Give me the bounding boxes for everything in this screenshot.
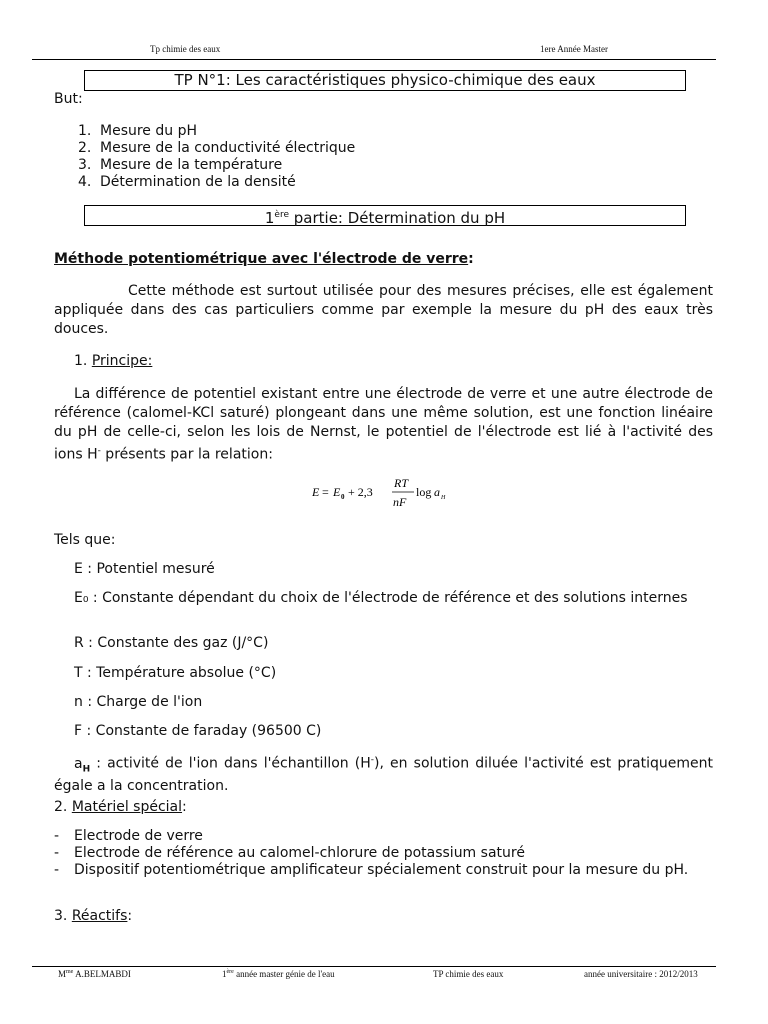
method-heading: Méthode potentiométrique avec l'électrode de verre:	[54, 251, 474, 267]
header-rule	[32, 59, 716, 60]
page-title: TP N°1: Les caractéristiques physico-chimique des eaux	[84, 70, 686, 91]
footer-course: TP chimie des eaux	[433, 969, 504, 979]
svg-text:RT: RT	[394, 476, 409, 490]
principe-paragraph: La différence de potentiel existant entre une électrode de verre et une autre électrode de référence (calomel-KCl saturé) plongeant dans une même solution, est une fonction linéaire du pH de celle-ci, selon les lois de Nernst, le potentiel de l'électrode est lié à l'activité des ions H- présents par la relation:	[54, 386, 713, 463]
reactifs-heading: 3. Réactifs:	[54, 908, 133, 924]
definition-e: E : Potentiel mesuré	[74, 561, 215, 577]
list-item: 1. Mesure du pH	[78, 123, 197, 139]
principe-heading: 1. Principe:	[74, 353, 153, 369]
materiel-list	[54, 828, 713, 879]
definition-f: F : Constante de faraday (96500 C)	[74, 723, 322, 739]
definition-n: n : Charge de l'ion	[74, 694, 203, 710]
list-item: 2. Mesure de la conductivité électrique	[78, 140, 356, 156]
list-item: 3. Mesure de la température	[78, 157, 283, 173]
but-label: But:	[54, 91, 83, 107]
svg-text:=: =	[322, 485, 329, 499]
definition-e0: E₀ : Constante dépendant du choix de l'électrode de référence et des solutions internes	[74, 590, 688, 606]
svg-text:log: log	[416, 485, 432, 499]
nernst-formula	[312, 476, 462, 510]
intro-paragraph: Cette méthode est surtout utilisée pour des mesures précises, elle est également appliquée dans des cas particuliers comme par exemple la mesure du pH des eaux très douces.	[54, 283, 713, 337]
svg-text:0: 0	[341, 493, 345, 501]
list-item: - Electrode de verre	[54, 828, 203, 844]
svg-text:E: E	[333, 485, 341, 499]
footer-year: année universitaire : 2012/2013	[584, 969, 698, 979]
list-item: 4. Détermination de la densité	[78, 174, 296, 190]
footer-author: $M^{me}$ A.BELMABDI	[58, 969, 131, 979]
footer-level: 1ère année master génie de l'eau	[222, 969, 335, 979]
but-list	[78, 123, 355, 191]
footer-rule	[32, 966, 716, 967]
list-item: - Dispositif potentiométrique amplificateur spécialement construit pour la mesure du pH.	[54, 862, 689, 878]
definition-r: R : Constante des gaz (J/°C)	[74, 635, 269, 651]
svg-text:+ 2,3: + 2,3	[348, 485, 373, 499]
header-right: 1ere Année Master	[540, 44, 608, 54]
header-left: Tp chimie des eaux	[150, 44, 221, 54]
materiel-heading: 2. Matériel spécial:	[54, 799, 187, 815]
svg-text:a: a	[434, 485, 440, 499]
svg-text:H: H	[441, 495, 446, 501]
svg-text:nF: nF	[393, 495, 407, 509]
definition-t: T : Température absolue (°C)	[74, 665, 277, 681]
definition-ah: $a_H$ : activité de l'ion dans l'échantillon (H-), en solution diluée l'activité est pratiquement égale a la concentration.	[54, 755, 713, 795]
part-title: 1ère partie: Détermination du pH	[84, 205, 686, 226]
list-item: - Electrode de référence au calomel-chlorure de potassium saturé	[54, 845, 525, 861]
tels-que-label: Tels que:	[54, 532, 116, 548]
svg-text:E: E	[312, 485, 320, 499]
